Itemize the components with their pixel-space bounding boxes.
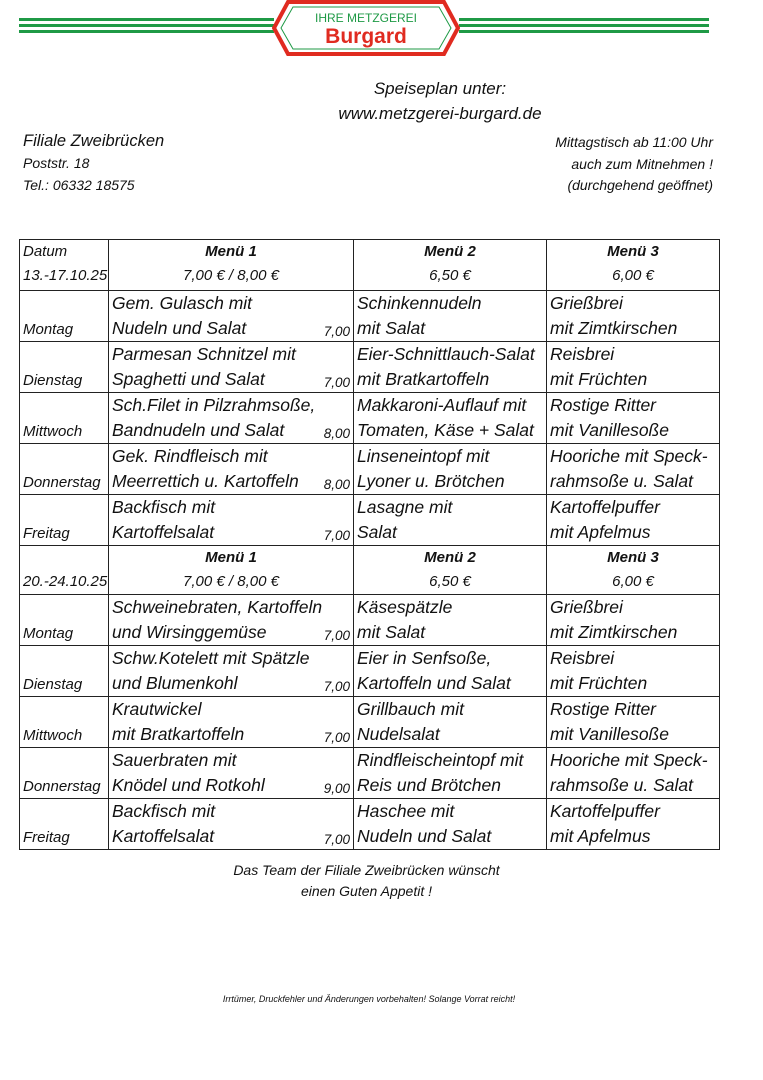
menu-1-dish	[109, 444, 354, 495]
takeaway-info: auch zum Mitnehmen !	[571, 156, 713, 172]
dish-line: Grillbauch mit	[357, 699, 464, 719]
dish-line: und Blumenkohl	[112, 673, 238, 693]
dish-line: Tomaten, Käse + Salat	[357, 420, 534, 440]
dish-line: Gek. Rindfleisch mit	[112, 446, 268, 466]
dish-price: 7,00	[323, 375, 350, 390]
day-cell	[20, 291, 109, 342]
day-cell	[20, 393, 109, 444]
dish-line: mit Salat	[357, 318, 426, 338]
menu-2-dish	[354, 595, 547, 646]
dish-line: Nudelsalat	[357, 724, 440, 744]
dish-line: mit Früchten	[550, 369, 648, 389]
dish-line: Gem. Gulasch mit	[112, 293, 253, 313]
dish-line: Nudeln und Salat	[112, 318, 247, 338]
menu-2-dish	[354, 342, 547, 393]
menu-price: 6,00 €	[612, 573, 654, 590]
dish-line: Knödel und Rotkohl	[112, 775, 265, 795]
date-label	[20, 546, 108, 570]
dish-line: Hooriche mit Speck-	[550, 446, 708, 466]
day-row	[20, 393, 720, 444]
menu-2-dish	[354, 646, 547, 697]
branch-phone: Tel.: 06332 18575	[23, 177, 135, 193]
dish-line: Grießbrei	[550, 293, 623, 313]
dish-line: Nudeln und Salat	[357, 826, 492, 846]
menu-2-dish	[354, 393, 547, 444]
day-name: Dienstag	[23, 372, 83, 389]
menu-name: Menü 1	[205, 243, 257, 260]
menu-3-dish	[547, 393, 720, 444]
menu-price: 7,00 € / 8,00 €	[183, 267, 279, 284]
day-name: Mittwoch	[23, 423, 83, 440]
menu-2-dish	[354, 495, 547, 546]
dish-line: mit Salat	[357, 622, 426, 642]
dish-price: 8,00	[323, 426, 350, 441]
day-row	[20, 697, 720, 748]
menu-3-dish	[547, 495, 720, 546]
day-name: Dienstag	[23, 676, 83, 693]
day-cell	[20, 697, 109, 748]
day-row	[20, 444, 720, 495]
menu-price: 6,50 €	[429, 267, 471, 284]
dish-line: mit Zimtkirschen	[550, 318, 678, 338]
menu-1-header	[109, 240, 354, 291]
menu-1-dish	[109, 595, 354, 646]
dish-line: Reis und Brötchen	[357, 775, 501, 795]
dish-line: Hooriche mit Speck-	[550, 750, 708, 770]
day-cell	[20, 595, 109, 646]
closing-greeting-2: einen Guten Appetit !	[300, 883, 433, 899]
menu-1-dish	[109, 646, 354, 697]
dish-line: mit Vanillesoße	[550, 724, 669, 744]
dish-line: Lyoner u. Brötchen	[357, 471, 505, 491]
day-cell	[20, 444, 109, 495]
dish-line: Kartoffelpuffer	[550, 801, 660, 821]
menu-price: 6,50 €	[429, 573, 471, 590]
menu-3-dish	[547, 444, 720, 495]
dish-line: Eier in Senfsoße,	[357, 648, 492, 668]
menu-1-dish	[109, 393, 354, 444]
dish-price: 7,00	[323, 528, 350, 543]
dish-line: mit Apfelmus	[550, 522, 651, 542]
branch-street: Poststr. 18	[23, 155, 90, 171]
menu-2-dish	[354, 748, 547, 799]
menu-2-header	[354, 546, 547, 595]
date-range: 20.-24.10.25	[23, 573, 108, 590]
dish-line: Backfisch mit	[112, 801, 216, 821]
menu-1-dish	[109, 291, 354, 342]
dish-price: 7,00	[323, 324, 350, 339]
menu-3-header	[547, 546, 720, 595]
day-cell	[20, 646, 109, 697]
dish-line: Meerrettich u. Kartoffeln	[112, 471, 299, 491]
dish-line: Haschee mit	[357, 801, 455, 821]
menu-name: Menü 3	[607, 243, 659, 260]
dish-price: 7,00	[323, 832, 350, 847]
dish-line: Linseneintopf mit	[357, 446, 490, 466]
dish-line: rahmsoße u. Salat	[550, 775, 693, 795]
disclaimer: Irrtümer, Druckfehler und Änderungen vorbehalten! Solange Vorrat reicht!	[222, 994, 516, 1004]
dish-line: Kartoffelpuffer	[550, 497, 660, 517]
menu-3-dish	[547, 291, 720, 342]
menu-name: Menü 3	[607, 549, 659, 566]
menu-2-dish	[354, 799, 547, 850]
dish-line: Reisbrei	[550, 344, 615, 364]
website-link[interactable]: www.metzgerei-burgard.de	[338, 104, 542, 123]
dish-line: mit Zimtkirschen	[550, 622, 678, 642]
menu-1-dish	[109, 697, 354, 748]
logo-stripes-right	[459, 18, 709, 36]
date-cell	[20, 546, 109, 595]
menu-1-header	[109, 546, 354, 595]
day-row	[20, 799, 720, 850]
menu-table	[19, 239, 720, 850]
dish-line: Salat	[357, 522, 397, 542]
day-name: Freitag	[23, 829, 70, 846]
day-row	[20, 595, 720, 646]
dish-price: 8,00	[323, 477, 350, 492]
menu-1-dish	[109, 495, 354, 546]
dish-line: Käsespätzle	[357, 597, 453, 617]
week-header-row	[20, 240, 720, 291]
dish-price: 7,00	[323, 679, 350, 694]
dish-line: mit Bratkartoffeln	[357, 369, 490, 389]
dish-line: Schinkennudeln	[357, 293, 482, 313]
menu-2-dish	[354, 291, 547, 342]
dish-line: Eier-Schnittlauch-Salat	[357, 344, 535, 364]
menu-1-dish	[109, 342, 354, 393]
day-row	[20, 646, 720, 697]
day-cell	[20, 495, 109, 546]
day-row	[20, 291, 720, 342]
branch-name: Filiale Zweibrücken	[23, 132, 165, 150]
dish-line: Krautwickel	[112, 699, 202, 719]
menu-link-label: Speiseplan unter:	[373, 79, 507, 98]
menu-3-dish	[547, 342, 720, 393]
closing-greeting: Das Team der Filiale Zweibrücken wünscht	[233, 862, 500, 878]
dish-line: mit Früchten	[550, 673, 648, 693]
date-cell	[20, 240, 109, 291]
day-name: Donnerstag	[23, 778, 101, 795]
day-row	[20, 342, 720, 393]
day-cell	[20, 748, 109, 799]
menu-2-dish	[354, 444, 547, 495]
logo-brand-text: Burgard	[325, 25, 407, 48]
menu-3-dish	[547, 799, 720, 850]
day-name: Montag	[23, 625, 74, 642]
dish-line: und Wirsinggemüse	[112, 622, 267, 642]
dish-line: Rostige Ritter	[550, 395, 657, 415]
dish-price: 7,00	[323, 730, 350, 745]
menu-1-dish	[109, 799, 354, 850]
dish-line: Lasagne mit	[357, 497, 453, 517]
dish-line: Kartoffeln und Salat	[357, 673, 511, 693]
menu-price: 6,00 €	[612, 267, 654, 284]
dish-line: Kartoffelsalat	[112, 522, 215, 542]
dish-line: mit Bratkartoffeln	[112, 724, 245, 744]
dish-line: Sch.Filet in Pilzrahmsoße,	[112, 395, 316, 415]
dish-line: rahmsoße u. Salat	[550, 471, 693, 491]
menu-3-dish	[547, 748, 720, 799]
menu-3-dish	[547, 697, 720, 748]
dish-line: Parmesan Schnitzel mit	[112, 344, 296, 364]
menu-name: Menü 2	[424, 549, 476, 566]
week-header-row	[20, 546, 720, 595]
day-cell	[20, 342, 109, 393]
menu-name: Menü 2	[424, 243, 476, 260]
day-name: Montag	[23, 321, 74, 338]
dish-line: Grießbrei	[550, 597, 623, 617]
menu-3-header	[547, 240, 720, 291]
dish-line: Reisbrei	[550, 648, 615, 668]
day-name: Mittwoch	[23, 727, 83, 744]
dish-line: mit Apfelmus	[550, 826, 651, 846]
dish-line: Kartoffelsalat	[112, 826, 215, 846]
menu-2-header	[354, 240, 547, 291]
dish-line: Rindfleischeintopf mit	[357, 750, 524, 770]
menu-3-dish	[547, 646, 720, 697]
day-row	[20, 748, 720, 799]
burgard-logo	[272, 0, 460, 56]
day-name: Freitag	[23, 525, 70, 542]
lunch-time-info: Mittagstisch ab 11:00 Uhr	[555, 134, 713, 150]
dish-line: Schweinebraten, Kartoffeln	[112, 597, 323, 617]
dish-line: Rostige Ritter	[550, 699, 657, 719]
menu-2-dish	[354, 697, 547, 748]
dish-line: mit Vanillesoße	[550, 420, 669, 440]
logo-top-text: IHRE METZGEREI	[314, 11, 418, 25]
day-name: Donnerstag	[23, 474, 101, 491]
dish-price: 9,00	[323, 781, 350, 796]
logo-stripes-left	[19, 18, 274, 36]
dish-line: Makkaroni-Auflauf mit	[357, 395, 527, 415]
dish-line: Sauerbraten mit	[112, 750, 237, 770]
dish-price: 7,00	[323, 628, 350, 643]
menu-3-dish	[547, 595, 720, 646]
date-label: Datum	[23, 243, 68, 260]
menu-1-dish	[109, 748, 354, 799]
dish-line: Bandnudeln und Salat	[112, 420, 285, 440]
menu-name: Menü 1	[205, 549, 257, 566]
dish-line: Schw.Kotelett mit Spätzle	[112, 648, 310, 668]
date-range: 13.-17.10.25	[23, 267, 108, 284]
day-row	[20, 495, 720, 546]
menu-price: 7,00 € / 8,00 €	[183, 573, 279, 590]
opening-info: (durchgehend geöffnet)	[567, 177, 713, 193]
day-cell	[20, 799, 109, 850]
dish-line: Backfisch mit	[112, 497, 216, 517]
dish-line: Spaghetti und Salat	[112, 369, 265, 389]
